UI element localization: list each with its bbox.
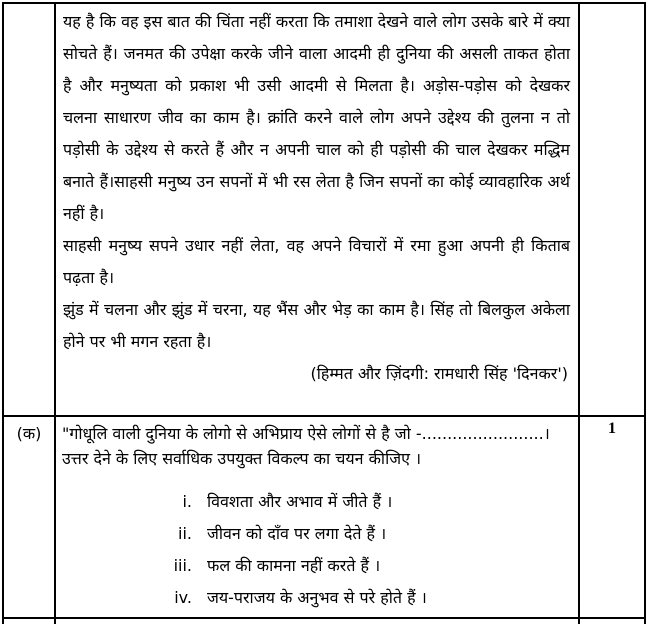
question-line-1: "गोधूलि वाली दुनिया के लोगो से अभिप्राय ऐसे लोगों से है जो -........................।: [62, 424, 550, 443]
passage-paragraph-2: साहसी मनुष्य सपने उधार नहीं लेता, वह अपने विचारों में रमा हुआ अपनी ही किताब पढ़ता है।: [63, 236, 570, 287]
passage-label-cell-empty: [4, 4, 56, 417]
next-row-label-cell-clipped: [4, 619, 56, 624]
question-cell: [56, 417, 580, 619]
marks-value: 1: [608, 420, 616, 437]
option-row-iv: [62, 582, 570, 614]
option-text-ii: जीवन को दाँव पर लगा देते हैं ।: [207, 524, 387, 543]
option-number-ii: ii.: [178, 524, 192, 543]
question-paper-table: [2, 2, 646, 624]
question-line-2: उत्तर देने के लिए सर्वाधिक उपयुक्त विकल्प का चयन कीजिए ।: [62, 449, 422, 468]
option-text-i: विवशता और अभाव में जीते हैं ।: [207, 492, 393, 511]
passage-citation: (हिम्मत और ज़िंदगी: रामधारी सिंह 'दिनकर'): [310, 364, 568, 383]
passage-marks-cell-empty: [580, 4, 644, 417]
next-row-text-cell-clipped: [56, 619, 580, 624]
passage-paragraph-1: यह है कि वह इस बात की चिंता नहीं करता कि तमाशा देखने वाले लोग उसके बारे में क्या सोचते हैं। जनमत की उपेक्षा करके जीने वाला आदमी ही दुनिया की असली ताकत होता है और मनुष्यता को प्रकाश भी उसी आदमी से मिलता है। अड़ोस-पड़ोस को देखकर चलना साधारण जीव का काम है। क्रांति करने वाले लोग अपने उद्देश्य की तुलना न तो पड़ोसी के उद्देश्य से करते हैं और न अपनी चाल को ही पड़ोसी की चाल देखकर मद्धिम बनाते हैं।साहसी मनुष्य उन सपनों में भी रस लेता है जिन सपनों का कोई व्यावहारिक अर्थ नहीं है।: [63, 12, 570, 223]
option-number-iv: iv.: [174, 588, 192, 607]
option-text-iv: जय-पराजय के अनुभव से परे होते हैं ।: [207, 588, 427, 607]
passage-paragraph-3: झुंड में चलना और झुंड में चरना, यह भैंस और भेड़ का काम है। सिंह तो बिलकुल अकेला होने पर भी मगन रहता है।: [63, 300, 570, 351]
option-number-iii: iii.: [173, 556, 192, 575]
option-row-i: [62, 486, 570, 518]
option-number-i: i.: [182, 492, 192, 511]
passage-cell: [56, 4, 580, 417]
next-row-marks-cell-clipped: [580, 619, 644, 624]
question-label: (क): [16, 424, 42, 443]
marks-cell: [580, 417, 644, 619]
option-row-iii: [62, 550, 570, 582]
option-row-ii: [62, 518, 570, 550]
question-label-cell: [4, 417, 56, 619]
options-list: [62, 486, 570, 614]
option-text-iii: फल की कामना नहीं करते हैं ।: [207, 556, 381, 575]
